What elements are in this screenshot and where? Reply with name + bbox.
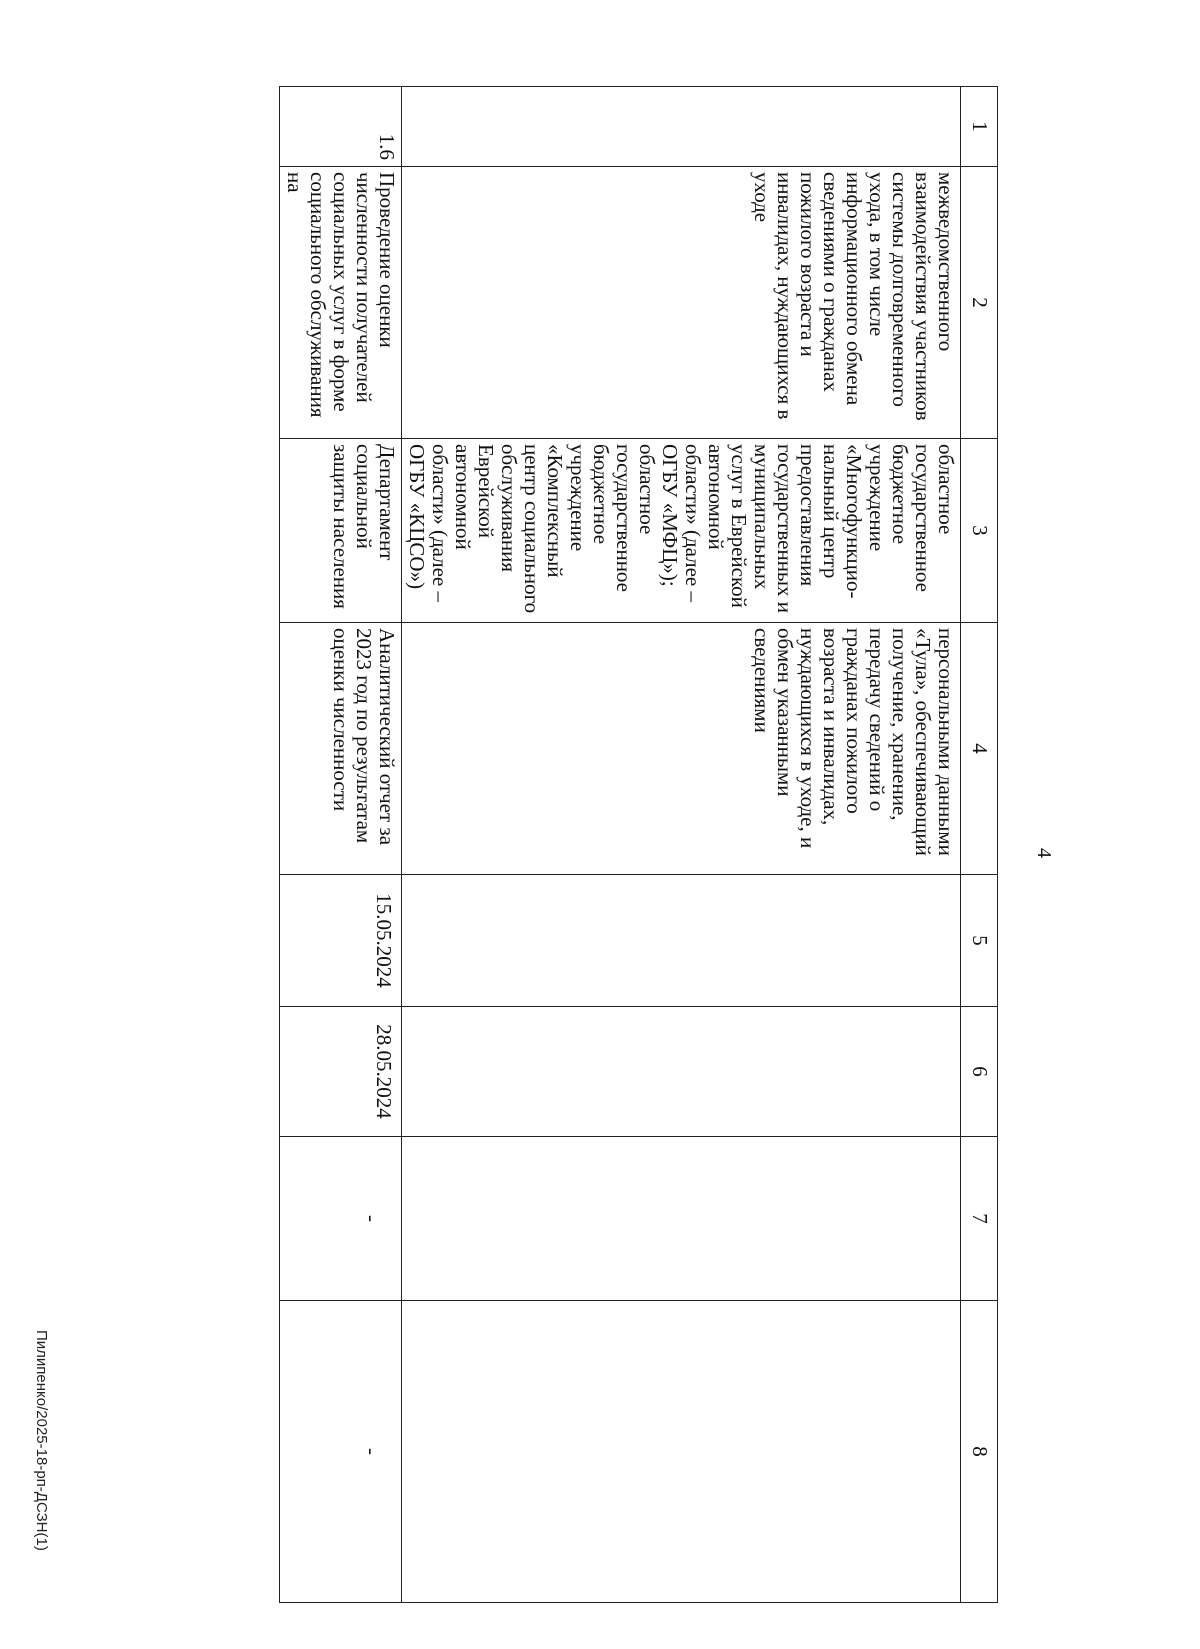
row-a-event: межведомственного взаимодействия участников системы долговременного ухода, в том числе информационного обмена сведениями о гражданах пожилого возраста и инвалидах, нуждающихся в уходе	[402, 167, 961, 439]
table-header-row	[961, 87, 998, 1603]
row-a-end-date	[402, 1007, 961, 1137]
row-b-start-date: 15.05.2024	[280, 875, 402, 1007]
header-cell-4: 4	[961, 623, 998, 875]
row-b-col7: -	[280, 1137, 402, 1301]
row-a-col7	[402, 1137, 961, 1301]
row-a-result: персональными данными «Тула», обеспечивающий получение, хранение, передачу сведений о гражданах пожилого возраста и инвалидах, нуждающихся в уходе, и обмен указанными сведениями	[402, 623, 961, 875]
row-b-col8: -	[280, 1301, 402, 1603]
header-cell-7: 7	[961, 1137, 998, 1301]
row-b-result: Аналитический отчет за 2023 год по результатам оценки численности	[280, 623, 402, 875]
header-cell-5: 5	[961, 875, 998, 1007]
plan-table	[279, 86, 998, 1603]
table-row	[402, 87, 961, 1603]
header-cell-2: 2	[961, 167, 998, 439]
row-a-executor: областное государственное бюджетное учреждение «Многофункцио-нальный центр предоставления государственных и муниципальных услуг в Еврейской автономной области» (далее – ОГБУ «МФЦ»); областное государственное бюджетное учреждение «Комплексный центр социального обслуживания Еврейской автономной области» (далее – ОГБУ «КЦСО»)	[402, 439, 961, 623]
header-cell-1: 1	[961, 87, 998, 167]
document-footer-note: Пилипенко/2025-18-рп-ДСЗН(1)	[33, 1330, 50, 1551]
row-b-number: 1.6	[280, 87, 402, 167]
row-b-end-date: 28.05.2024	[280, 1007, 402, 1137]
header-cell-8: 8	[961, 1301, 998, 1603]
row-b-executor: Департамент социальной защиты населения	[280, 439, 402, 623]
row-a-number	[402, 87, 961, 167]
header-cell-6: 6	[961, 1007, 998, 1137]
table-row	[280, 87, 402, 1603]
page-number: 4	[1033, 848, 1055, 858]
row-a-start-date	[402, 875, 961, 1007]
row-b-event: Проведение оценки численности получателей социальных услуг в форме социального обслуживания на	[280, 167, 402, 439]
header-cell-3: 3	[961, 439, 998, 623]
row-a-col8	[402, 1301, 961, 1603]
